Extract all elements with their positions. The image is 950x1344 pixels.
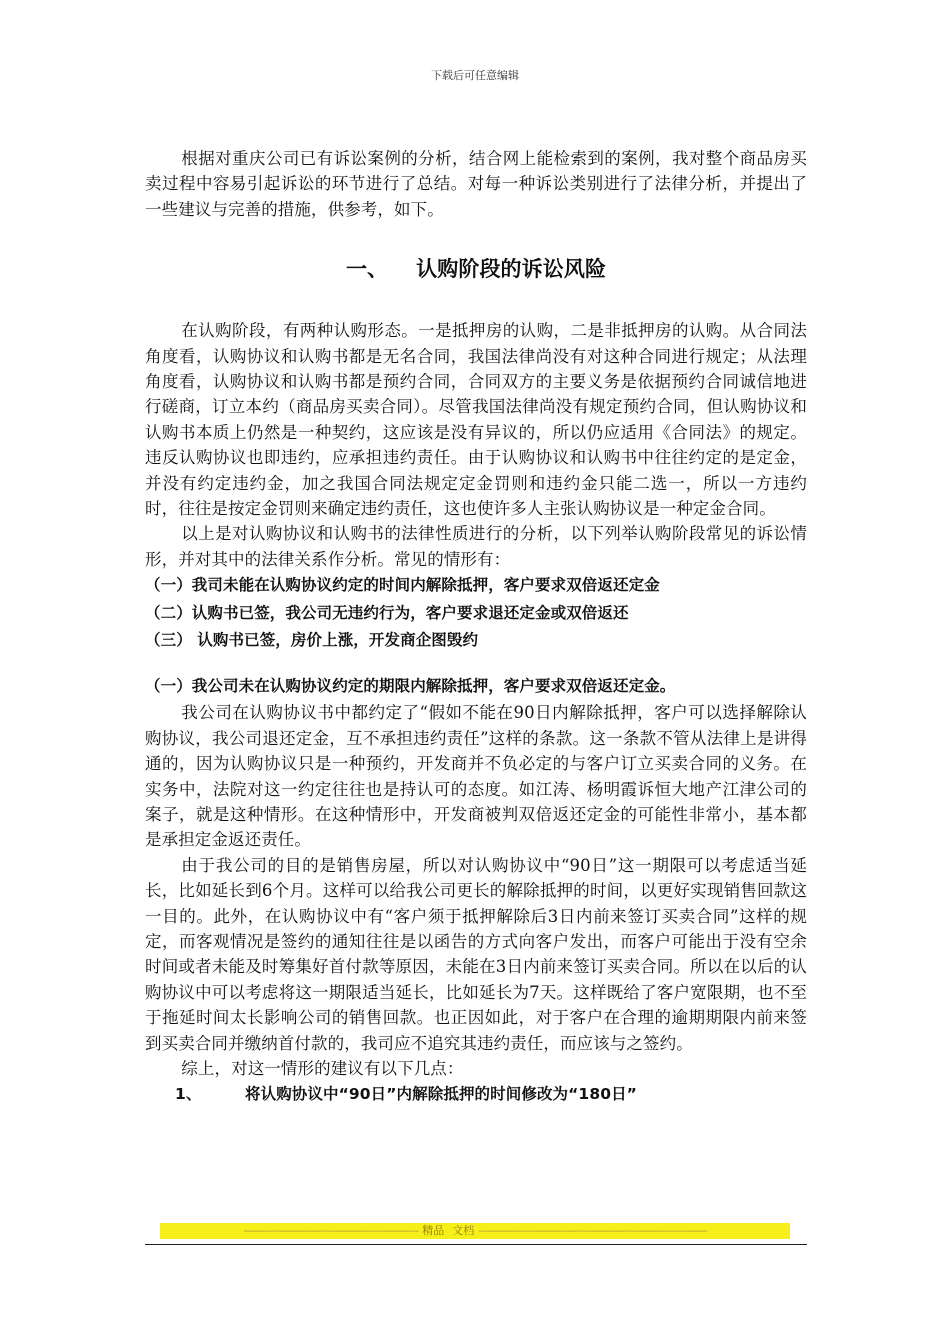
footer-label-a: 精品 <box>422 1224 445 1237</box>
paragraph-subscription-stage: 在认购阶段，有两种认购形态。一是抵押房的认购，二是非抵押房的认购。从合同法角度看，认购协议和认购书都是无名合同，我国法律尚没有对这种合同进行规定；从法理角度看，认购协议和认购书都是预约合同，合同双方的主要义务是依据预约合同诚信地进行磋商，订立本约（商品房买卖合同）。尽管我国法律尚没有规定预约合同，但认购协议和认购书本质上仍然是一种契约，这应该是没有异议的，所以仍应适用《合同法》的规定。违反认购协议也即违约，应承担违约责任。由于认购协议和认购书中往往约定的是定金，并没有约定违约金，加之我国合同法规定定金罚则和违约金只能二选一，所以一方违约时，往往是按定金罚则来确定违约责任，这也使许多人主张认购协议是一种定金合同。 <box>145 321 807 519</box>
spacer <box>145 655 807 673</box>
section-heading <box>145 254 807 284</box>
intro-paragraph: 根据对重庆公司已有诉讼案例的分析，结合网上能检索到的案例，我对整个商品房买卖过程中容易引起诉讼的环节进行了总结。对每一种诉讼类别进行了法律分析，并提出了一些建议与完善的措施，供参考，如下。 <box>145 149 807 219</box>
footer-divider <box>145 1244 807 1245</box>
paragraph-summary: 综上，对这一情形的建议有以下几点： <box>181 1058 464 1078</box>
recommendation-text: 将认购协议中“90日”内解除抵押的时间修改为“180日” <box>245 1085 637 1104</box>
case-item-2: （二）认购书已签，我公司无违约行为，客户要求退还定金或双倍返还 <box>145 603 629 622</box>
footer-dashes-right: ----------------------------------------------------------------------------- <box>478 1224 707 1237</box>
paragraph-case-1-analysis: 我公司在认购协议书中都约定了“假如不能在90日内解除抵押，客户可以选择解除认购协议，我公司退还定金，互不承担违约责任”这样的条款。这一条款不管从法律上是讲得通的，因为认购协议只是一种预约，开发商并不负必定的与客户订立买卖合同的义务。在实务中，法院对这一约定往往也是持认可的态度。如江涛、杨明霞诉恒大地产江津公司的案子，就是这种情形。在这种情形中，开发商被判双倍返还定金的可能性非常小，基本都是承担定金返还责任。 <box>145 703 807 850</box>
footer-dashes-left: ----------------------------------------------------------- <box>243 1224 419 1237</box>
footer-watermark-bar <box>160 1223 790 1239</box>
subheading-case-1: （一）我公司未在认购协议约定的期限内解除抵押，客户要求双倍返还定金。 <box>145 676 676 695</box>
paragraph-case-1-suggestion: 由于我公司的目的是销售房屋，所以对认购协议中“90日”这一期限可以考虑适当延长，比如延长到6个月。这样可以给我公司更长的解除抵押的时间，以更好实现销售回款这一目的。此外，在认购协议中有“客户须于抵押解除后3日内前来签订买卖合同”这样的规定，而客观情况是签约的通知往往是以函告的方式向客户发出，而客户可能出于没有空余时间或者未能及时筹集好首付款等原因，未能在3日内前来签订买卖合同。所以在以后的认购协议中可以考虑将这一期限适当延长，比如延长为7天。这样既给了客户宽限期，也不至于拖延时间太长影响公司的销售回款。也正因如此，对于客户在合理的逾期期限内前来签到买卖合同并缴纳首付款的，我司应不追究其违约责任，而应该与之签约。 <box>145 855 807 1053</box>
paragraph-common-cases-intro: 以上是对认购协议和认购书的法律性质进行的分析，以下列举认购阶段常见的诉讼情形，并对其中的法律关系作分析。常见的情形有： <box>145 524 807 569</box>
section-number: 一、 <box>345 257 389 282</box>
document-body <box>145 146 807 1107</box>
recommendation-number: 1、 <box>175 1085 202 1104</box>
footer-label-b: 文档 <box>452 1224 475 1237</box>
case-item-3: （三） 认购书已签，房价上涨，开发商企图毁约 <box>145 631 479 650</box>
recommendation-item-1 <box>145 1081 807 1107</box>
case-item-1: （一）我司未能在认购协议约定的时间内解除抵押，客户要求双倍返还定金 <box>145 576 660 595</box>
header-note: 下载后可任意编辑 <box>431 69 519 82</box>
section-title: 认购阶段的诉讼风险 <box>416 257 607 282</box>
